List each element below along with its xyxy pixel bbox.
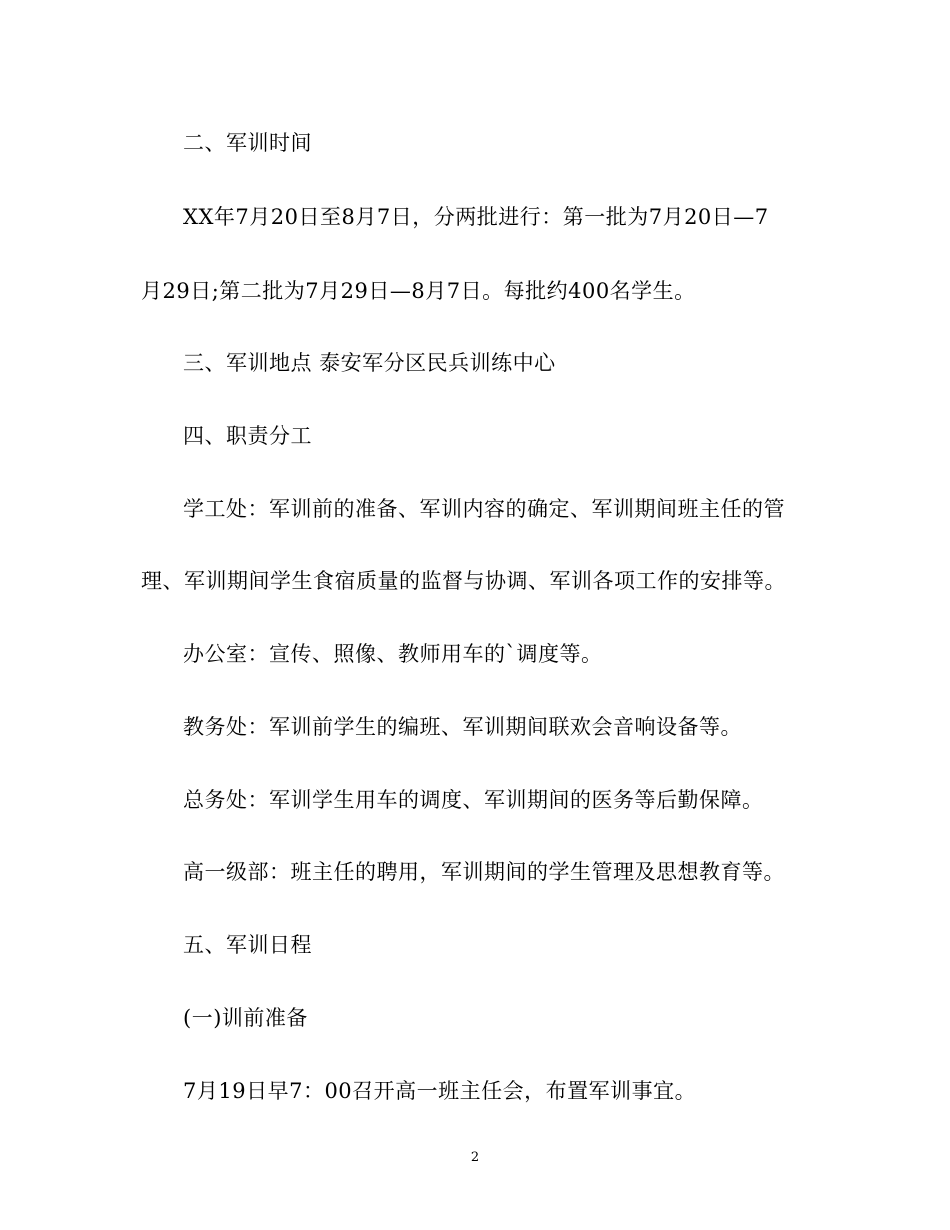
paragraph-line: 7月19日早7：00召开高一班主任会，布置军训事宜。 [183, 1079, 697, 1103]
page-number: 2 [470, 1150, 480, 1165]
paragraph-line: XX年7月20日至8月7日，分两批进行：第一批为7月20日—7 [183, 205, 769, 229]
subsection-heading-preparation: (一)训前准备 [183, 1006, 308, 1030]
section-heading-training-schedule: 五、军训日程 [183, 933, 312, 957]
paragraph-line: 办公室：宣传、照像、教师用车的`调度等。 [183, 642, 603, 666]
section-heading-training-time: 二、军训时间 [183, 131, 312, 155]
section-heading-responsibilities: 四、职责分工 [183, 424, 312, 448]
paragraph-line: 高一级部：班主任的聘用，军训期间的学生管理及思想教育等。 [183, 860, 785, 884]
paragraph-line: 学工处：军训前的准备、军训内容的确定、军训期间班主任的管 [183, 497, 785, 521]
paragraph-line: 月29日;第二批为7月29日—8月7日。每批约400名学生。 [141, 279, 696, 303]
paragraph-line: 理、军训期间学生食宿质量的监督与协调、军训各项工作的安排等。 [141, 569, 786, 593]
section-heading-training-location: 三、军训地点 泰安军分区民兵训练中心 [183, 351, 556, 375]
paragraph-line: 总务处：军训学生用车的调度、军训期间的医务等后勤保障。 [183, 788, 764, 812]
paragraph-line: 教务处：军训前学生的编班、军训期间联欢会音响设备等。 [183, 715, 742, 739]
